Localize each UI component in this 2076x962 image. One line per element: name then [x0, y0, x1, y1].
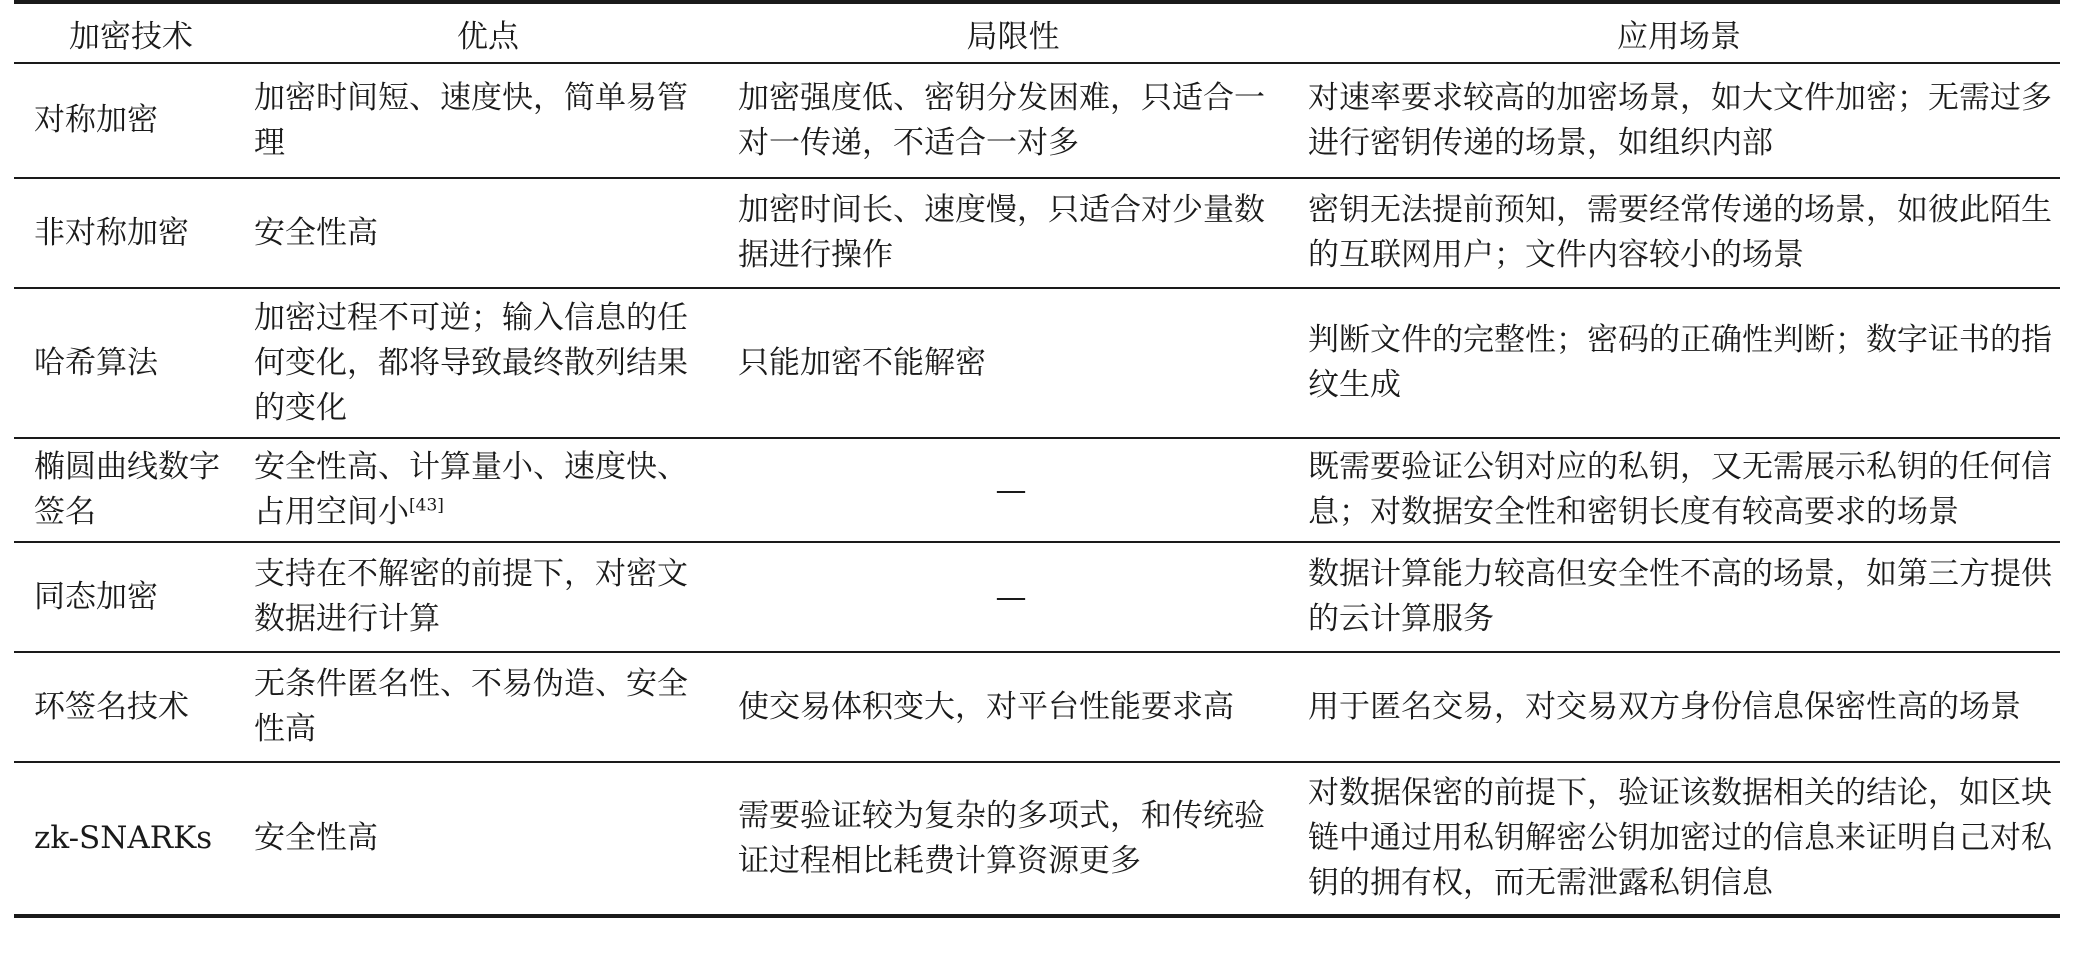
cell-limitations: — — [995, 471, 1027, 508]
cell-applications: 判断文件的完整性；密码的正确性判断；数字证书的指纹生成 — [1308, 322, 2052, 403]
cell-limitations: 需要验证较为复杂的多项式，和传统验证过程相比耗费计算资源更多 — [738, 797, 1265, 879]
table-header — [14, 2, 2060, 63]
cell-tech: 非对称加密 — [34, 214, 189, 251]
table-row — [14, 652, 2060, 762]
table-body — [14, 63, 2060, 916]
cell-tech: 椭圆曲线数字签名 — [34, 449, 220, 530]
cell-applications: 密钥无法提前预知，需要经常传递的场景，如彼此陌生的互联网用户；文件内容较小的场景 — [1308, 192, 2052, 273]
cell-advantages — [248, 178, 728, 288]
cell-advantages — [248, 438, 728, 542]
citation-ref: [43] — [409, 495, 444, 516]
advantages-text: 无条件匿名性、不易伪造、安全性高 — [254, 666, 688, 747]
cell-tech: 环签名技术 — [34, 688, 189, 725]
advantages-text: 安全性高、计算量小、速度快、占用空间小 — [254, 449, 688, 530]
advantages-text: 加密过程不可逆；输入信息的任何变化，都将导致最终散列结果的变化 — [254, 299, 688, 426]
table-header-row — [14, 2, 2060, 63]
cell-advantages — [248, 63, 728, 178]
cell-tech: 哈希算法 — [34, 344, 158, 381]
cell-tech: 同态加密 — [34, 578, 158, 615]
table-row — [14, 63, 2060, 178]
advantages-text: 加密时间短、速度快，简单易管理 — [254, 79, 688, 161]
cell-advantages — [248, 762, 728, 916]
encryption-comparison-table-wrap — [14, 0, 2060, 918]
header-tech: 加密技术 — [69, 18, 193, 55]
table-row — [14, 438, 2060, 542]
header-advantages: 优点 — [457, 18, 519, 55]
table-row — [14, 178, 2060, 288]
cell-tech: 对称加密 — [34, 102, 158, 138]
table-row — [14, 542, 2060, 652]
table-row — [14, 288, 2060, 438]
cell-advantages — [248, 288, 728, 438]
header-limitations: 局限性 — [966, 18, 1060, 55]
advantages-text: 安全性高 — [254, 820, 378, 856]
cell-applications: 对数据保密的前提下，验证该数据相关的结论，如区块链中通过用私钥解密公钥加密过的信息来证明自己对私钥的拥有权，而无需泄露私钥信息 — [1308, 775, 2052, 901]
header-applications: 应用场景 — [1617, 18, 1741, 55]
cell-advantages — [248, 652, 728, 762]
cell-advantages — [248, 542, 728, 652]
cell-applications: 用于匿名交易，对交易双方身份信息保密性高的场景 — [1308, 688, 2021, 725]
cell-limitations: 只能加密不能解密 — [738, 344, 986, 381]
advantages-text: 安全性高 — [254, 214, 378, 251]
encryption-comparison-table — [14, 0, 2060, 918]
cell-limitations: 加密强度低、密钥分发困难，只适合一对一传递，不适合一对多 — [738, 79, 1265, 161]
cell-applications: 数据计算能力较高但安全性不高的场景，如第三方提供的云计算服务 — [1308, 556, 2052, 637]
advantages-text: 支持在不解密的前提下，对密文数据进行计算 — [254, 556, 688, 637]
table-row — [14, 762, 2060, 916]
cell-applications: 对速率要求较高的加密场景，如大文件加密；无需过多进行密钥传递的场景，如组织内部 — [1308, 79, 2052, 161]
cell-tech: zk-SNARKs — [34, 820, 213, 856]
cell-limitations: — — [995, 578, 1027, 615]
cell-applications: 既需要验证公钥对应的私钥，又无需展示私钥的任何信息；对数据安全性和密钥长度有较高要求的场景 — [1308, 449, 2052, 530]
cell-limitations: 使交易体积变大，对平台性能要求高 — [738, 688, 1234, 725]
cell-limitations: 加密时间长、速度慢，只适合对少量数据进行操作 — [738, 192, 1265, 273]
